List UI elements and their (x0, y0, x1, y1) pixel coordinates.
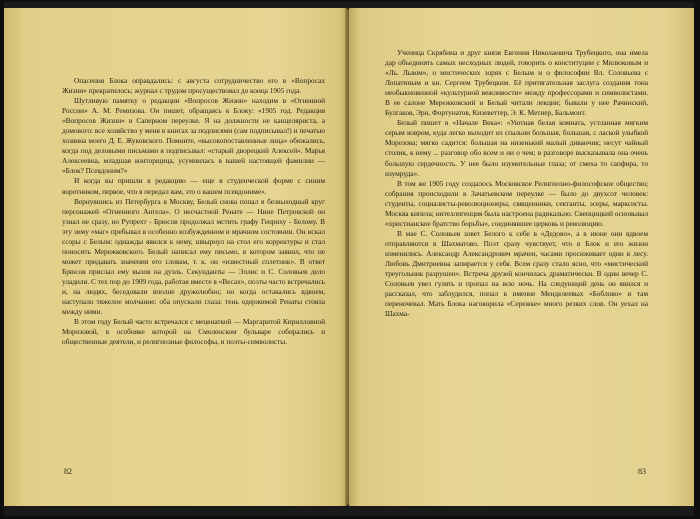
right-page (349, 8, 694, 506)
left-paragraph: Вернувшись из Петербурга в Москву, Белый снова попал в безвыходный круг персонажей «Огненного Ангела». О несчастной Ренате — Нине Петровской он узнал не сразу, но Рупрехт - Брюсов продолжал мстить графу Генриху - Белому. В эту зиму «маг» пребывал в особенно возбужденном и мрачном состоянии. Он искал ссоры с Белым: однажды явился к нему, швырнул на стол его корректуры и стал поносить Мережковского. Белый написал ему письмо, в котором заявил, что не может придавать значения его словам, т. к. он «известный сплетник». В ответ Брюсов прислал ему вызов на дуэль. Секунданты — Эллис и С. Соловьев дело уладили. С тех пор до 1909 года, работая вместе в «Весах», поэты часто встречались и, на людях, беседовали вполне дружелюбно; но когда оставались вдвоем, наступало тяжелое молчание: оба опускали глаза: тень одержимой Ренаты стояла между ними. (62, 196, 325, 317)
right-paragraph: Белый пишет в «Начале Века»: «Уютная белая комната, устланная мягким серым ковром, куда легко выходит из спальни большая, большая, с лаской улыбкой Морозова; мягко садится: большая на низенький малый диванчик; несут чайный столик, к нему ... разговор обо всем и ни о чем; в разговоре высказывала она очень большую сердечность. У нее было изумительные глаза; от смеха то сапфира, то изумруда». (385, 118, 648, 178)
left-paragraph: В этом году Белый часто встречался с меценаткой — Маргаритой Кирилловной Морозовой, в особняке которой на Смоленском бульваре собирались и общественные деятели, и религиозные философы, и поэты-символисты. (62, 317, 325, 347)
right-page-text (385, 48, 648, 319)
left-page (4, 8, 349, 506)
right-paragraph: В том же 1905 году создалось Московское Религиозно-философское общество; собрания происходили в Зачатьевском переулке — было до двухсот человек: студенты, социалисты-революционеры, священники, сектанты, эсеры, марксисты. Москва кипела; интеллигенция была настроена радикально. Свенцицкий основывал «христианское братство борьбы», соединявшее церковь и революцию. (385, 178, 648, 228)
left-paragraph: Шутливую памятку о редакции «Вопросов Жизни» находим в «Огненной России» А. М. Ремизова. Он пишет, обращаясь к Блоку: «1905 год. Редакция «Вопросов Жизни» в Саперном переулке. Я на должности не канцеляриста, а домового: все хозяйство у меня в книгах за подписями (сам подписывал!) и печатью хозяина моего Д. Е. Жуковского. Помните, «высокопоставленные лица» обижались, когда под деловыми письмами я подписывал: «старый дворецкий Алексей». Марья Алексеевна, младшая конторщица, усумнилась в вашей настоящей фамилии — «Блок? Псевдоним?» (62, 96, 325, 176)
left-page-text (62, 76, 325, 347)
right-paragraph: Ученица Скрябина и друг князя Евгения Николаевича Трубецкого, она имела дар объединять самых несходных людей, говорить о конституции с Милюковым и «Ль. Львом», о мистических зорях с Белым и о философии Вл. Соловьева с Лопатиным и кн. Сергеем Трубецким. Её притягательная заслуга создания тона необыкновенной «культурной вежливости» между профессорами и символистами. В ее салоне Мережковский и Белый читали лекции; бывали у нее Рачинский, Булгаков, Эрн, Фортунатов, Кизеветтер, Э. К. Метнер, Бальмонт. (385, 48, 648, 118)
open-book (4, 2, 694, 516)
left-paragraph: И когда вы пришли в редакцию — еще в студенческой форме с синим воротником, первое, что я передал вам, это о вашем псевдониме». (62, 176, 325, 196)
left-page-number: 82 (64, 467, 72, 476)
right-page-number: 83 (638, 467, 646, 476)
right-paragraph: В мае С. Соловьев зовет Белого к себе в «Дедово», а в июне они вдвоем отправляются в Шахматово. Поэт сразу чувствует, что в Блок и его жизни изменились. Александр Александрович мрачен, часами просиживает один в лесу. Любовь Дмитриевна запирается у себя. Всем сразу стало ясно, что «мистический треугольник разрушен». Встреча друзей кончилась драматически. В один вечер С. Соловьев увез гулять и пропал на всю ночь. На следующий день он явился и рассказал, что заблудился, попал в имение Менделеевых «Боблово» и там переночевал. Мать Блока наговорила «Сережке» много резких слов. Он уехал на Шахма- (385, 228, 648, 319)
left-paragraph: Опасения Блока оправдались: с августа сотрудничество его в «Вопросах Жизни» прекратилось; журнал с трудом просуществовал до конца 1905 года. (62, 76, 325, 96)
